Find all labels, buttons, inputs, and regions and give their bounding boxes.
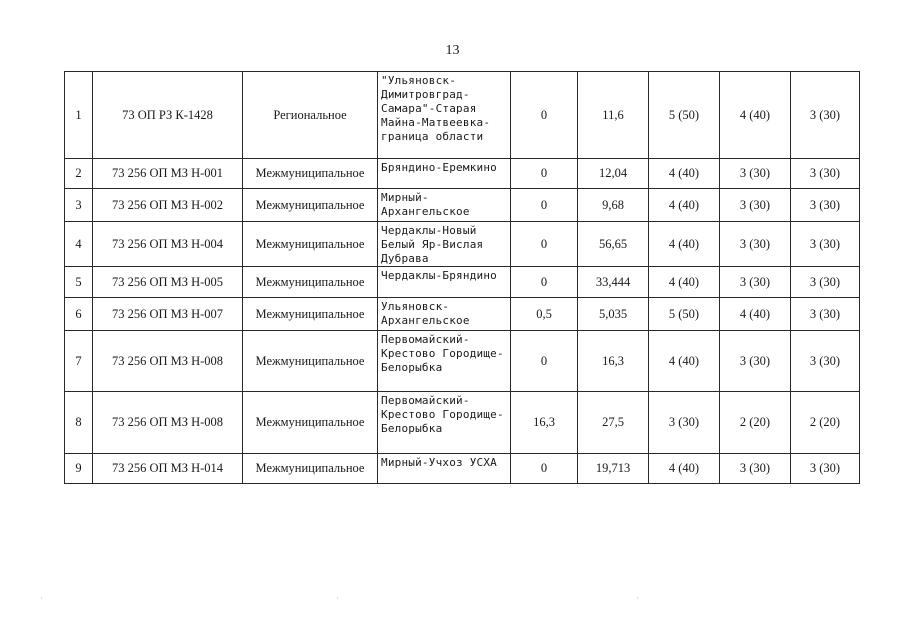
category-value-2-cell: 2 (20) xyxy=(720,392,791,454)
table-row xyxy=(65,72,860,159)
table-row xyxy=(65,159,860,189)
road-code-cell: 73 256 ОП МЗ Н-005 xyxy=(93,267,243,298)
category-value-3-cell: 2 (20) xyxy=(791,392,860,454)
road-name-cell: Ульяновск-Архангельское xyxy=(378,298,511,331)
road-code-cell: 73 256 ОП МЗ Н-008 xyxy=(93,331,243,392)
road-type-cell: Межмуниципальное xyxy=(243,331,378,392)
category-value-2-cell: 3 (30) xyxy=(720,222,791,267)
km-start-cell: 0 xyxy=(511,222,578,267)
road-type-cell: Межмуниципальное xyxy=(243,159,378,189)
km-start-cell: 0 xyxy=(511,454,578,484)
category-value-1-cell: 5 (50) xyxy=(649,72,720,159)
category-value-1-cell: 3 (30) xyxy=(649,392,720,454)
category-value-3-cell: 3 (30) xyxy=(791,189,860,222)
road-code-cell: 73 ОП РЗ К-1428 xyxy=(93,72,243,159)
road-code-cell: 73 256 ОП МЗ Н-002 xyxy=(93,189,243,222)
road-type-cell: Межмуниципальное xyxy=(243,392,378,454)
road-code-cell: 73 256 ОП МЗ Н-001 xyxy=(93,159,243,189)
row-number-cell: 2 xyxy=(65,159,93,189)
road-name-cell: Чердаклы-Новый Белый Яр-Вислая Дубрава xyxy=(378,222,511,267)
road-type-cell: Межмуниципальное xyxy=(243,222,378,267)
road-name-cell: Бряндино-Еремкино xyxy=(378,159,511,189)
page-number: 13 xyxy=(445,43,460,58)
category-value-1-cell: 4 (40) xyxy=(649,159,720,189)
scan-artifact: ˙ xyxy=(336,596,339,606)
category-value-1-cell: 4 (40) xyxy=(649,331,720,392)
row-number-cell: 5 xyxy=(65,267,93,298)
table-body xyxy=(65,72,860,484)
road-name-cell: Чердаклы-Бряндино xyxy=(378,267,511,298)
road-name-cell: Мирный-Архангельское xyxy=(378,189,511,222)
road-type-cell: Межмуниципальное xyxy=(243,267,378,298)
row-number-cell: 7 xyxy=(65,331,93,392)
category-value-1-cell: 4 (40) xyxy=(649,454,720,484)
road-name-cell: Первомайский-Крестово Городище-Белорыбка xyxy=(378,392,511,454)
road-name-cell: "Ульяновск-Димитровград-Самара"-Старая Майна-Матвеевка-граница области xyxy=(378,72,511,159)
category-value-2-cell: 3 (30) xyxy=(720,189,791,222)
category-value-3-cell: 3 (30) xyxy=(791,267,860,298)
table-row xyxy=(65,222,860,267)
road-code-cell: 73 256 ОП МЗ Н-008 xyxy=(93,392,243,454)
km-end-cell: 33,444 xyxy=(578,267,649,298)
km-start-cell: 0 xyxy=(511,331,578,392)
road-type-cell: Межмуниципальное xyxy=(243,298,378,331)
scan-artifact: ˙ xyxy=(40,596,43,606)
category-value-3-cell: 3 (30) xyxy=(791,222,860,267)
km-start-cell: 16,3 xyxy=(511,392,578,454)
category-value-2-cell: 3 (30) xyxy=(720,454,791,484)
category-value-2-cell: 4 (40) xyxy=(720,298,791,331)
table-row xyxy=(65,189,860,222)
km-start-cell: 0,5 xyxy=(511,298,578,331)
category-value-2-cell: 4 (40) xyxy=(720,72,791,159)
category-value-3-cell: 3 (30) xyxy=(791,454,860,484)
category-value-1-cell: 4 (40) xyxy=(649,267,720,298)
category-value-2-cell: 3 (30) xyxy=(720,267,791,298)
category-value-3-cell: 3 (30) xyxy=(791,298,860,331)
table-row xyxy=(65,392,860,454)
table-row xyxy=(65,267,860,298)
km-start-cell: 0 xyxy=(511,189,578,222)
scan-artifact: ˙ xyxy=(636,596,639,606)
road-type-cell: Региональное xyxy=(243,72,378,159)
category-value-1-cell: 4 (40) xyxy=(649,189,720,222)
road-name-cell: Мирный-Учхоз УСХА xyxy=(378,454,511,484)
roads-table xyxy=(64,71,860,484)
category-value-1-cell: 5 (50) xyxy=(649,298,720,331)
row-number-cell: 9 xyxy=(65,454,93,484)
km-end-cell: 9,68 xyxy=(578,189,649,222)
row-number-cell: 6 xyxy=(65,298,93,331)
table-row xyxy=(65,331,860,392)
category-value-2-cell: 3 (30) xyxy=(720,331,791,392)
km-start-cell: 0 xyxy=(511,159,578,189)
table-row xyxy=(65,298,860,331)
road-type-cell: Межмуниципальное xyxy=(243,189,378,222)
row-number-cell: 8 xyxy=(65,392,93,454)
road-code-cell: 73 256 ОП МЗ Н-004 xyxy=(93,222,243,267)
km-end-cell: 16,3 xyxy=(578,331,649,392)
row-number-cell: 1 xyxy=(65,72,93,159)
km-end-cell: 11,6 xyxy=(578,72,649,159)
table-row xyxy=(65,454,860,484)
km-end-cell: 56,65 xyxy=(578,222,649,267)
road-code-cell: 73 256 ОП МЗ Н-014 xyxy=(93,454,243,484)
row-number-cell: 3 xyxy=(65,189,93,222)
category-value-3-cell: 3 (30) xyxy=(791,159,860,189)
km-end-cell: 5,035 xyxy=(578,298,649,331)
category-value-2-cell: 3 (30) xyxy=(720,159,791,189)
category-value-3-cell: 3 (30) xyxy=(791,331,860,392)
km-end-cell: 19,713 xyxy=(578,454,649,484)
category-value-1-cell: 4 (40) xyxy=(649,222,720,267)
road-type-cell: Межмуниципальное xyxy=(243,454,378,484)
km-end-cell: 27,5 xyxy=(578,392,649,454)
category-value-3-cell: 3 (30) xyxy=(791,72,860,159)
km-end-cell: 12,04 xyxy=(578,159,649,189)
km-start-cell: 0 xyxy=(511,72,578,159)
road-name-cell: Первомайский-Крестово Городище-Белорыбка xyxy=(378,331,511,392)
road-code-cell: 73 256 ОП МЗ Н-007 xyxy=(93,298,243,331)
km-start-cell: 0 xyxy=(511,267,578,298)
row-number-cell: 4 xyxy=(65,222,93,267)
